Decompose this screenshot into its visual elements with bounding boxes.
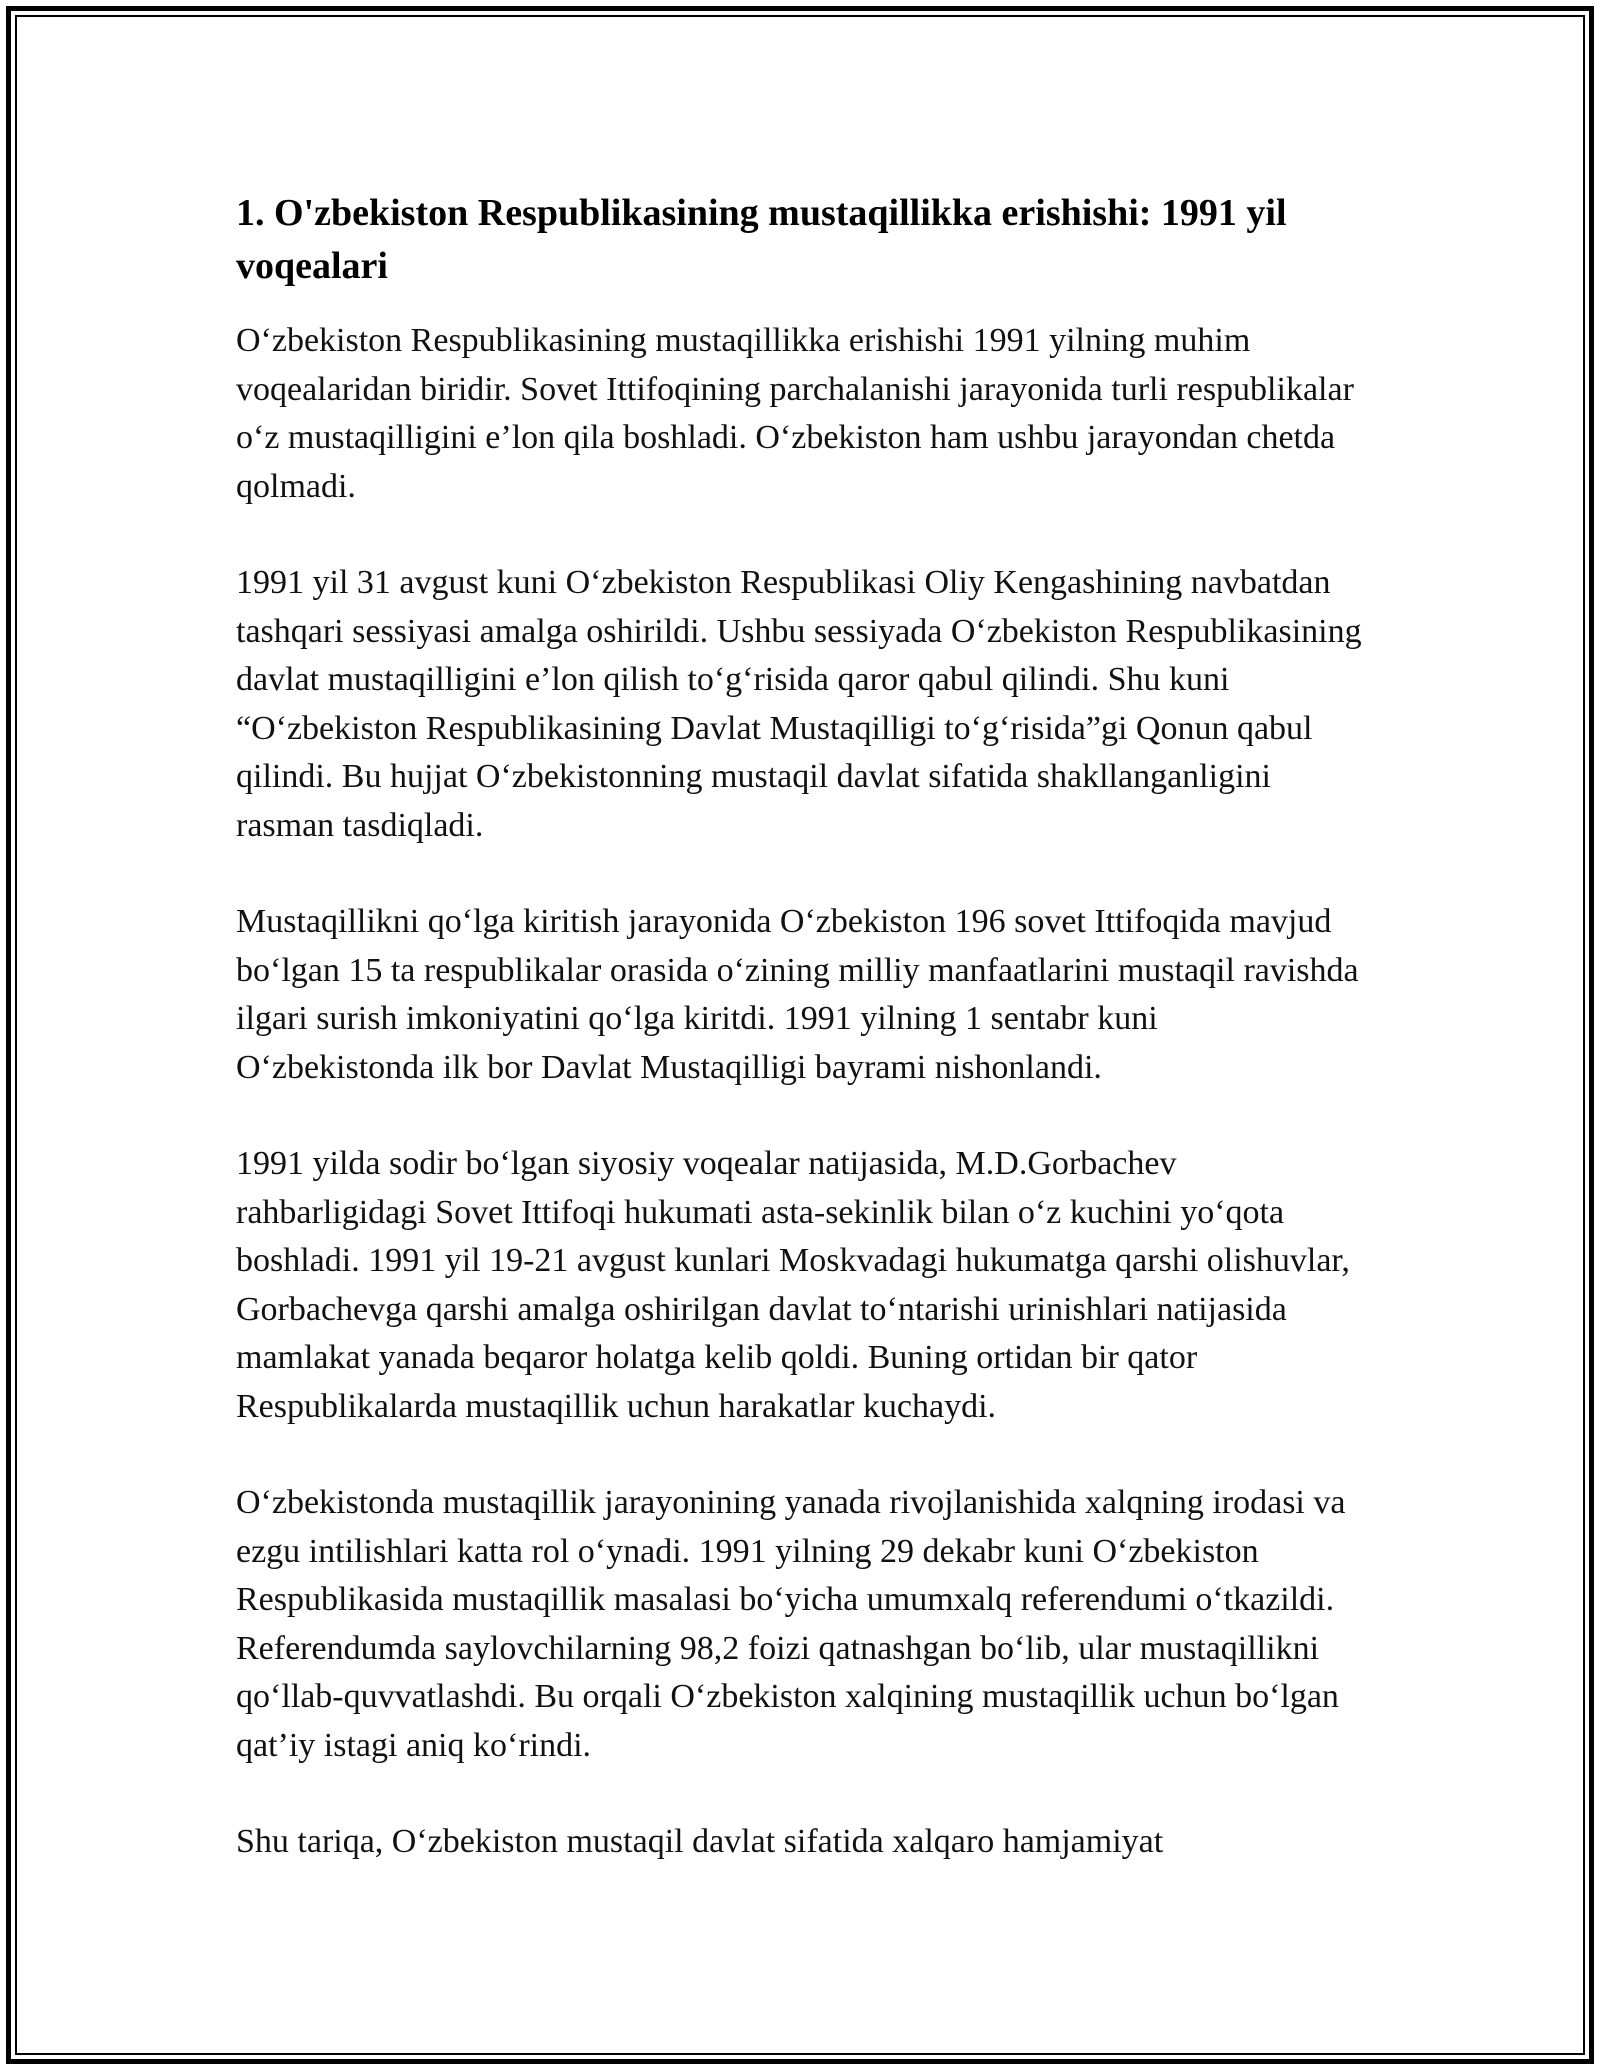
paragraph-4: 1991 yilda sodir bo‘lgan siyosiy voqealar natijasida, M.D.Gorbachev rahbarligidagi Sovet Ittifoqi hukumati asta-sekinlik bilan o‘z kuchini yo‘qota boshladi. 1991 yil 19-21 avgust kunlari Moskvadagi hukumatga qarshi olishuvlar, Gorbachevga qarshi amalga oshirilgan davlat to‘ntarishi urinishlari natijasida mamlakat yanada beqaror holatga kelib qoldi. Buning ortidan bir qator Respublikalarda mustaqillik uchun harakatlar kuchaydi. <box>236 1145 1350 1425</box>
paragraph-5: O‘zbekistonda mustaqillik jarayonining yanada rivojlanishida xalqning irodasi va ezgu intilishlari katta rol o‘ynadi. 1991 yilning 29 dekabr kuni O‘zbekiston Respublikasida mustaqillik masalasi bo‘yicha umumxalq referendumi o‘tkazildi. Referendumda saylovchilarning 98,2 foizi qatnashgan bo‘lib, ular mustaqillikni qo‘llab-quvvatlashdi. Bu orqali O‘zbekiston xalqining mustaqillik uchun bo‘lgan qat’iy istagi aniq ko‘rindi. <box>236 1484 1346 1764</box>
paragraph-3: Mustaqillikni qo‘lga kiritish jarayonida O‘zbekiston 196 sovet Ittifoqida mavjud bo‘lgan 15 ta respublikalar orasida o‘zining milliy manfaatlarini mustaqil ravishda ilgari surish imkoniyatini qo‘lga kiritdi. 1991 yilning 1 sentabr kuni O‘zbekistonda ilk bor Davlat Mustaqilligi bayrami nishonlandi. <box>236 903 1359 1086</box>
paragraph-1: O‘zbekiston Respublikasining mustaqillikka erishishi 1991 yilning muhim voqealaridan biridir. Sovet Ittifoqining parchalanishi jarayonida turli respublikalar o‘z mustaqilligini e’lon qila boshladi. O‘zbekiston ham ushbu jarayondan chetda qolmadi. <box>236 322 1354 505</box>
paragraph-2: 1991 yil 31 avgust kuni O‘zbekiston Respublikasi Oliy Kengashining navbatdan tashqari sessiyasi amalga oshirildi. Ushbu sessiyada O‘zbekiston Respublikasining davlat mustaqilligini e’lon qilish to‘g‘risida qaror qabul qilindi. Shu kuni “O‘zbekiston Respublikasining Davlat Mustaqilligi to‘g‘risida”gi Qonun qabul qilindi. Bu hujjat O‘zbekistonning mustaqil davlat sifatida shakllanganligini rasman tasdiqladi. <box>236 564 1362 844</box>
paragraph-6: Shu tariqa, O‘zbekiston mustaqil davlat sifatida xalqaro hamjamiyat <box>236 1823 1164 1860</box>
document-body <box>236 187 1364 1915</box>
section-heading: 1. O'zbekiston Respublikasining mustaqillikka erishishi: 1991 yil voqealari <box>236 192 1287 287</box>
